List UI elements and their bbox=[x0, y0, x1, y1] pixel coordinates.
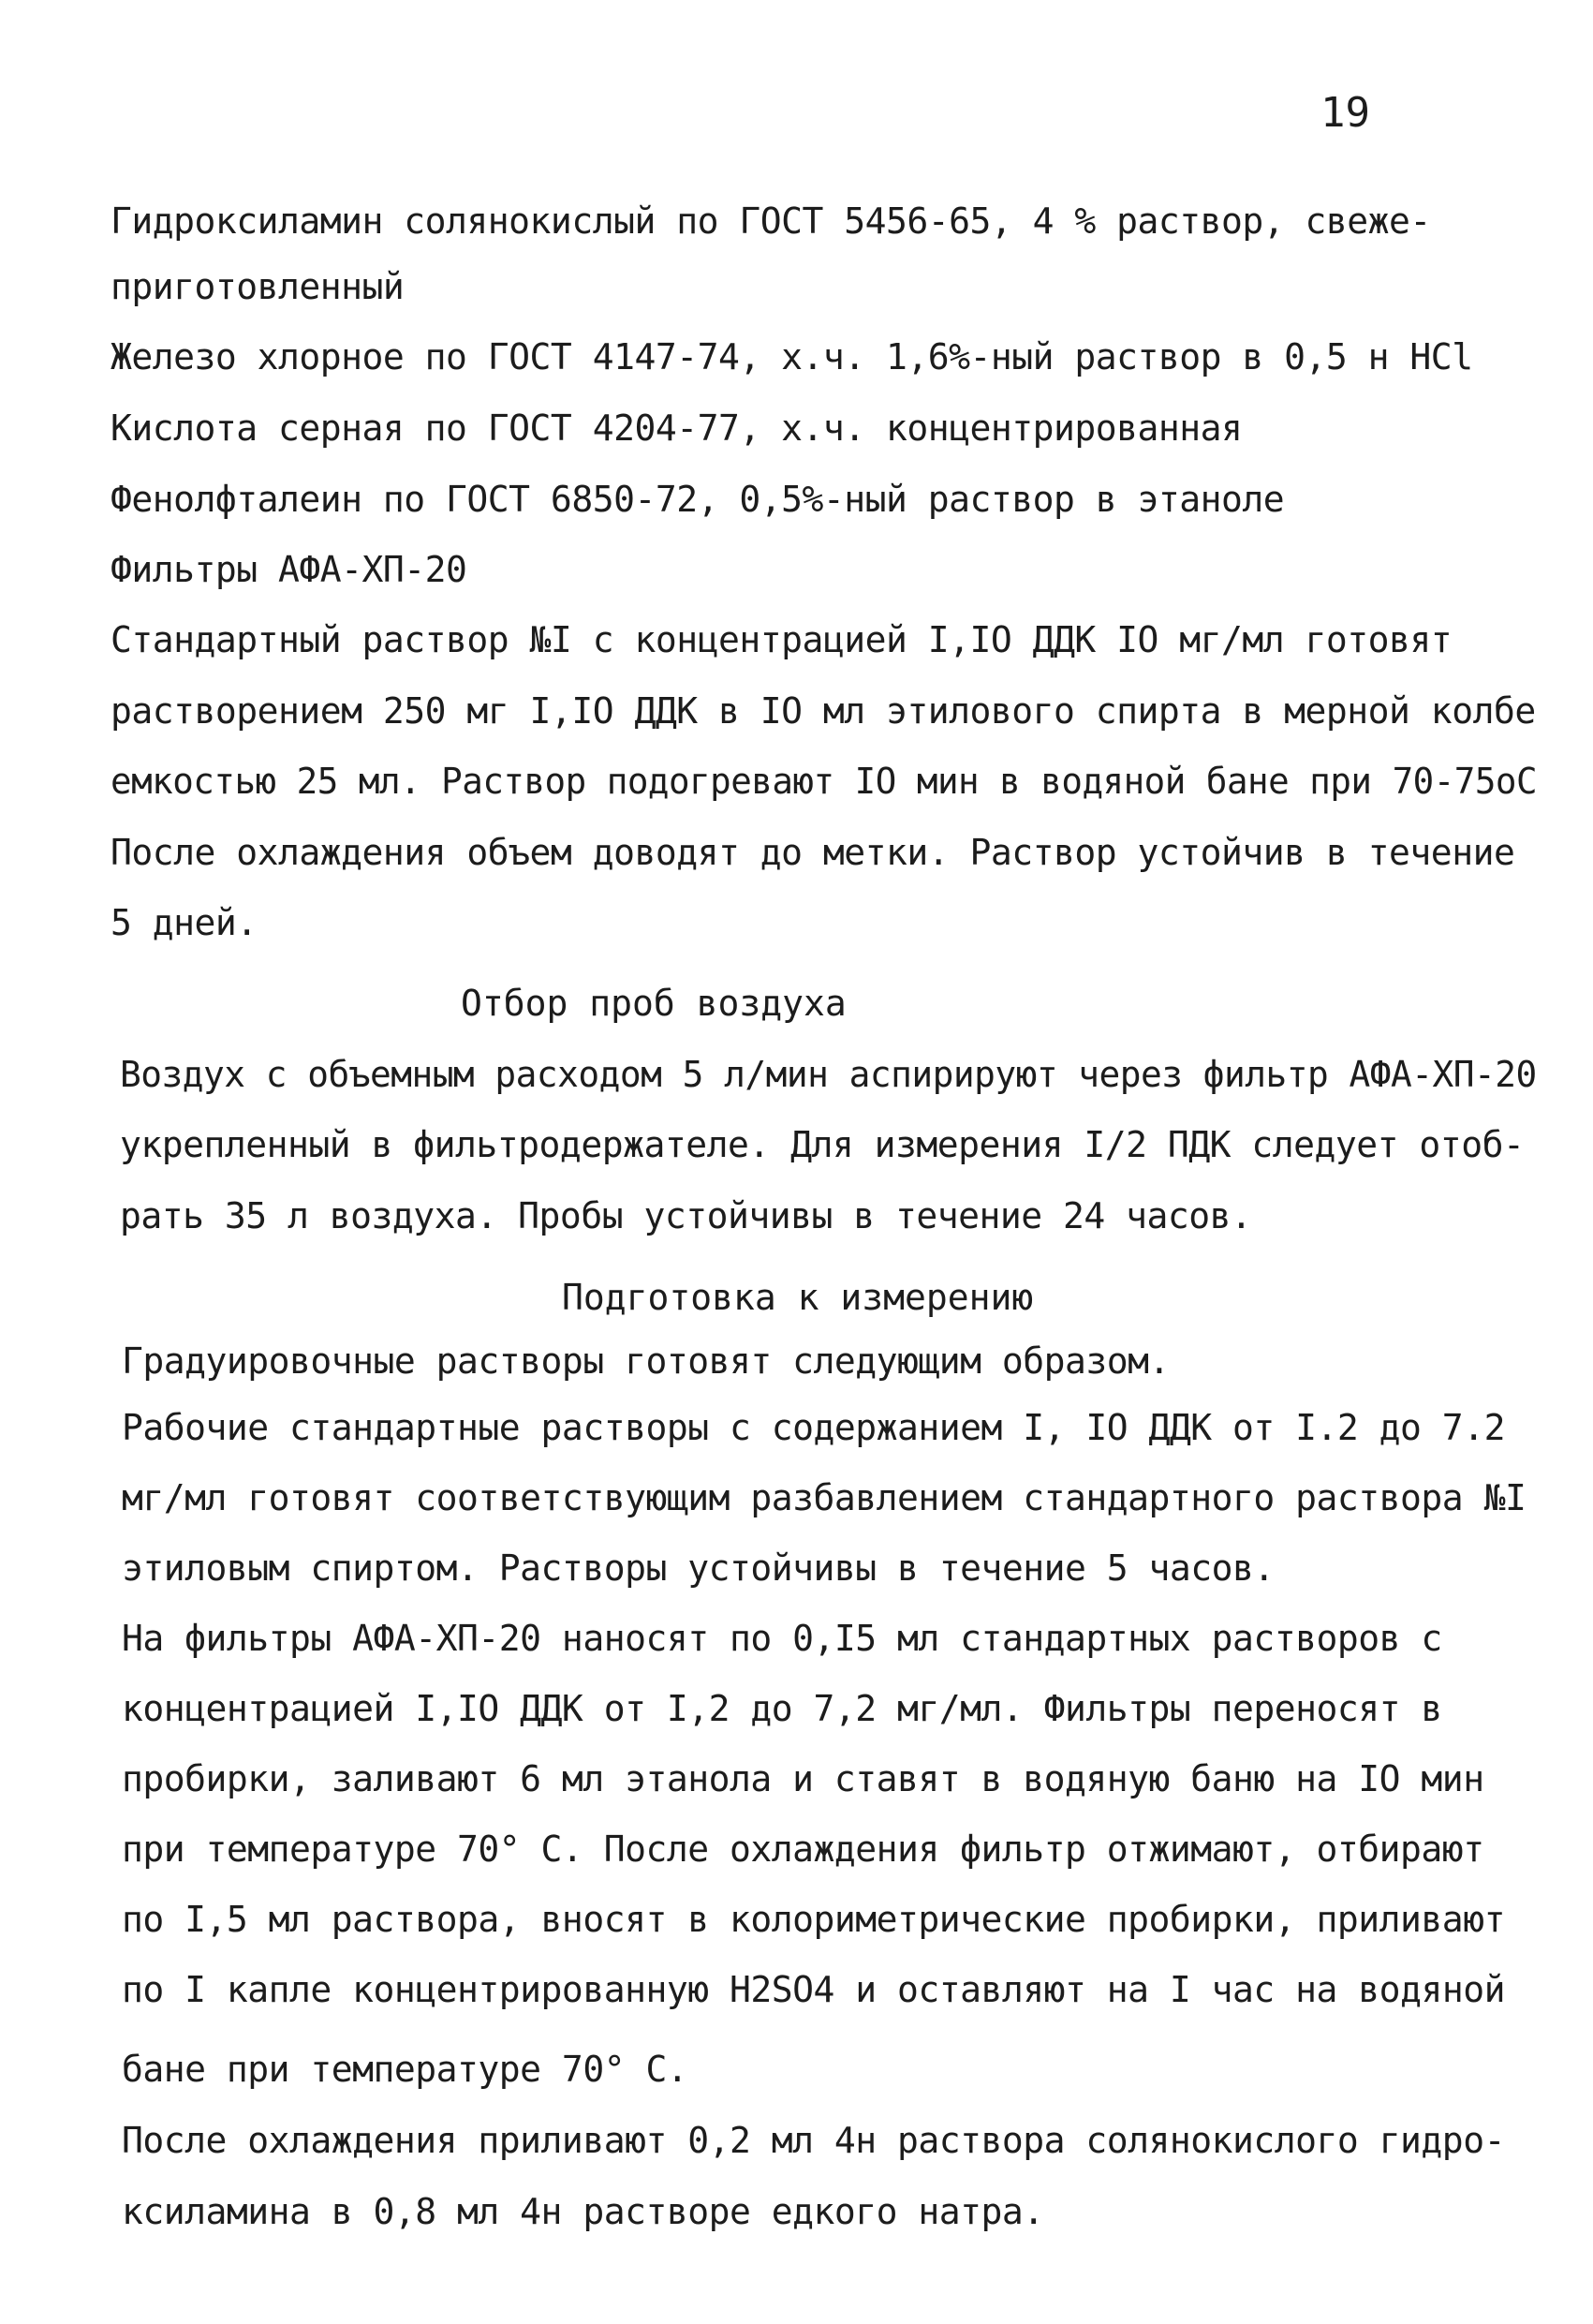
reagent-line: растворением 250 мг I,IO ДДК в IO мл этилового спирта в мерной колбе bbox=[111, 690, 1536, 732]
reagent-line: Кислота серная по ГОСТ 4204-77, х.ч. концентрированная bbox=[111, 407, 1243, 449]
acid-line-before: по I капле концентрированную bbox=[122, 1969, 730, 2010]
body-line: по I,5 мл раствора, вносят в колориметрические пробирки, приливают bbox=[122, 1899, 1505, 1940]
reagent-line: емкостью 25 мл. Раствор подогревают IO мин в водяной бане при 70-75oC bbox=[111, 761, 1538, 802]
reagent-line: приготовленный bbox=[111, 266, 405, 307]
body-line: этиловым спиртом. Растворы устойчивы в течение 5 часов. bbox=[122, 1547, 1275, 1589]
reagent-line: Фильтры АФА-ХП-20 bbox=[111, 549, 467, 590]
body-line: На фильтры АФА-ХП-20 наносят по 0,I5 мл стандартных растворов с bbox=[122, 1618, 1442, 1659]
body-line: пробирки, заливают 6 мл этанола и ставят в водяную баню на IO мин bbox=[122, 1758, 1484, 1799]
body-line: бане при температуре 70° С. bbox=[122, 2049, 688, 2090]
body-line: ксиламина в 0,8 мл 4н растворе едкого натра. bbox=[122, 2191, 1044, 2232]
body-line: Рабочие стандартные растворы с содержанием I, IO ДДК от I.2 до 7.2 bbox=[122, 1407, 1505, 1448]
body-line: при температуре 70° С. После охлаждения фильтр отжимают, отбирают bbox=[122, 1828, 1484, 1870]
acid-line-after: и оставляют на I час на водяной bbox=[833, 1969, 1505, 2010]
reagent-line: Стандартный раствор №I с концентрацией I,IO ДДК IO мг/мл готовят bbox=[111, 619, 1453, 660]
reagent-line: Железо хлорное по ГОСТ 4147-74, х.ч. 1,6%-ный раствор в 0,5 н HCl bbox=[111, 336, 1473, 377]
body-line: После охлаждения приливают 0,2 мл 4н раствора солянокислого гидро- bbox=[122, 2120, 1505, 2161]
reagent-line: Фенолфталеин по ГОСТ 6850-72, 0,5%-ный раствор в этаноле bbox=[111, 479, 1285, 520]
reagent-line: Гидроксиламин солянокислый по ГОСТ 5456-65, 4 % раствор, свеже- bbox=[111, 200, 1431, 242]
chemical-formula: H2SO4 bbox=[729, 1969, 834, 2010]
body-line: укрепленный в фильтродержателе. Для измерения I/2 ПДК следует отоб- bbox=[120, 1124, 1525, 1165]
body-line: концентрацией I,IO ДДК от I,2 до 7,2 мг/мл. Фильтры переносят в bbox=[122, 1688, 1442, 1729]
body-line-acid bbox=[122, 1968, 1505, 2011]
body-line: Градуировочные растворы готовят следующим образом. bbox=[122, 1340, 1170, 1382]
reagent-line: После охлаждения объем доводят до метки. Раствор устойчив в течение bbox=[111, 832, 1515, 873]
page-number: 19 bbox=[1320, 89, 1370, 137]
section-heading-preparation: Подготовка к измерению bbox=[562, 1277, 1034, 1318]
body-line: Воздух с объемным расходом 5 л/мин аспирируют через фильтр АФА-ХП-20 bbox=[120, 1054, 1537, 1095]
reagent-line: 5 дней. bbox=[111, 902, 258, 943]
body-line: мг/мл готовят соответствующим разбавлением стандартного раствора №I bbox=[122, 1477, 1527, 1518]
body-line: рать 35 л воздуха. Пробы устойчивы в течение 24 часов. bbox=[120, 1195, 1252, 1236]
section-heading-sampling: Отбор проб воздуха bbox=[461, 983, 847, 1024]
